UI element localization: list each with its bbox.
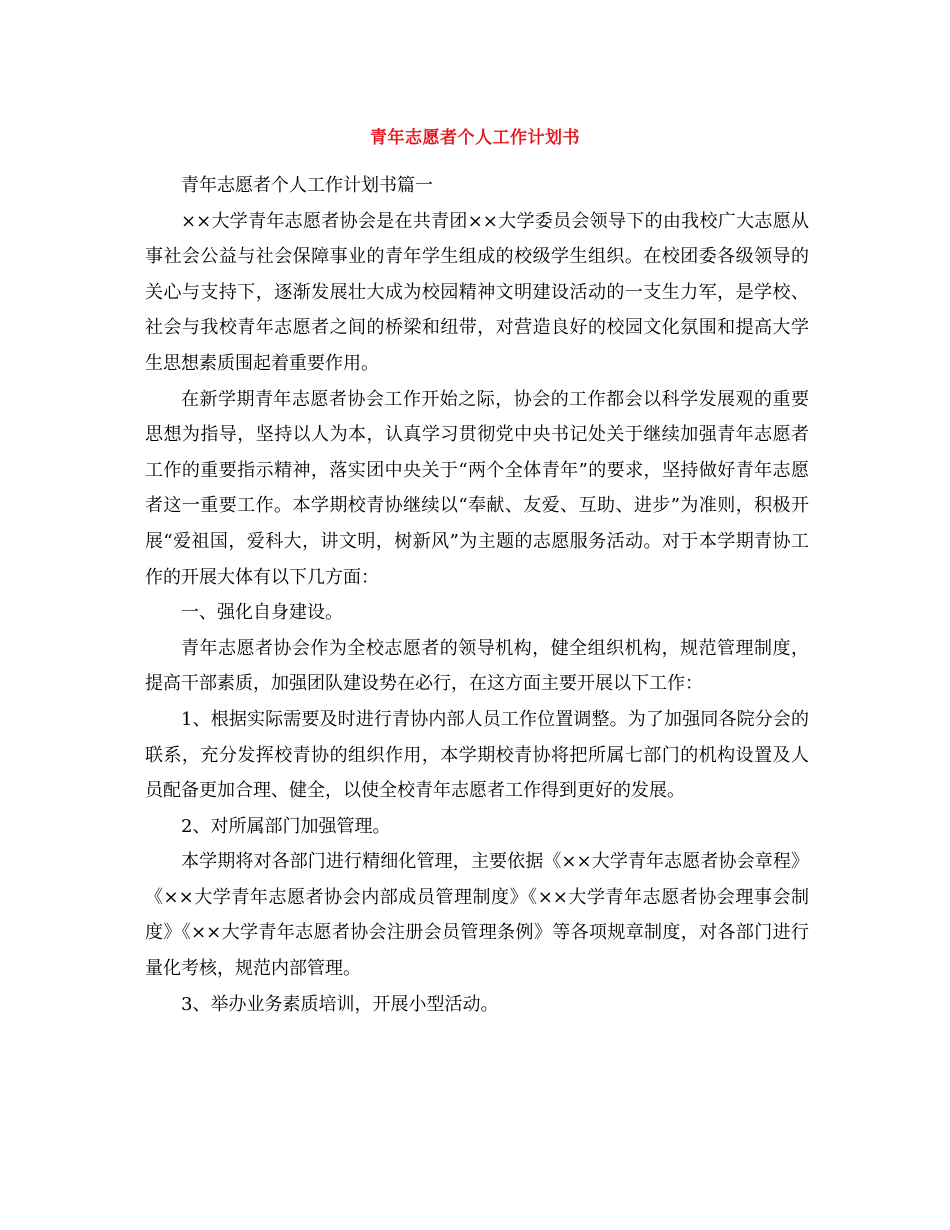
paragraph: 青年志愿者协会作为全校志愿者的领导机构，健全组织机构，规范管理制度，提高干部素质，加强团队建设势在必行，在这方面主要开展以下工作：: [145, 637, 809, 695]
paragraph-section-heading: 青年志愿者个人工作计划书篇一: [181, 175, 433, 196]
paragraph: 本学期将对各部门进行精细化管理，主要依据《××大学青年志愿者协会章程》《××大学青年志愿者协会内部成员管理制度》《××大学青年志愿者协会理事会制度》《××大学青年志愿者协会注册会员管理条例》等各项规章制度，对各部门进行量化考核，规范内部管理。: [145, 851, 809, 980]
paragraph-heading: 一、强化自身建设。: [181, 602, 343, 624]
paragraph: 在新学期青年志愿者协会工作开始之际，协会的工作都会以科学发展观的重要思想为指导，坚持以人为本，认真学习贯彻党中央书记处关于继续加强青年志愿者工作的重要指示精神，落实团中央关于“两个全体青年”的要求，坚持做好青年志愿者这一重要工作。本学期校青协继续以“奉献、友爱、互助、进步”为准则，积极开展“爱祖国，爱科大，讲文明，树新风”为主题的志愿服务活动。对于本学期青协工作的开展大体有以下几方面：: [145, 388, 809, 588]
document-body: [145, 168, 809, 1022]
paragraph: 1、根据实际需要及时进行青协内部人员工作位置调整。为了加强同各院分会的联系，充分发挥校青协的组织作用，本学期校青协将把所属七部门的机构设置及人员配备更加合理、健全，以使全校青年志愿者工作得到更好的发展。: [145, 708, 809, 802]
document-title: 青年志愿者个人工作计划书: [370, 128, 580, 148]
paragraph-heading: 2、对所属部门加强管理。: [181, 815, 391, 837]
paragraph-heading: 3、举办业务素质培训，开展小型活动。: [181, 993, 499, 1015]
paragraph: ××大学青年志愿者协会是在共青团××大学委员会领导下的由我校广大志愿从事社会公益与社会保障事业的青年学生组成的校级学生组织。在校团委各级领导的关心与支持下，逐渐发展壮大成为校园精神文明建设活动的一支生力军，是学校、社会与我校青年志愿者之间的桥梁和纽带，对营造良好的校园文化氛围和提高大学生思想素质围起着重要作用。: [145, 210, 809, 374]
